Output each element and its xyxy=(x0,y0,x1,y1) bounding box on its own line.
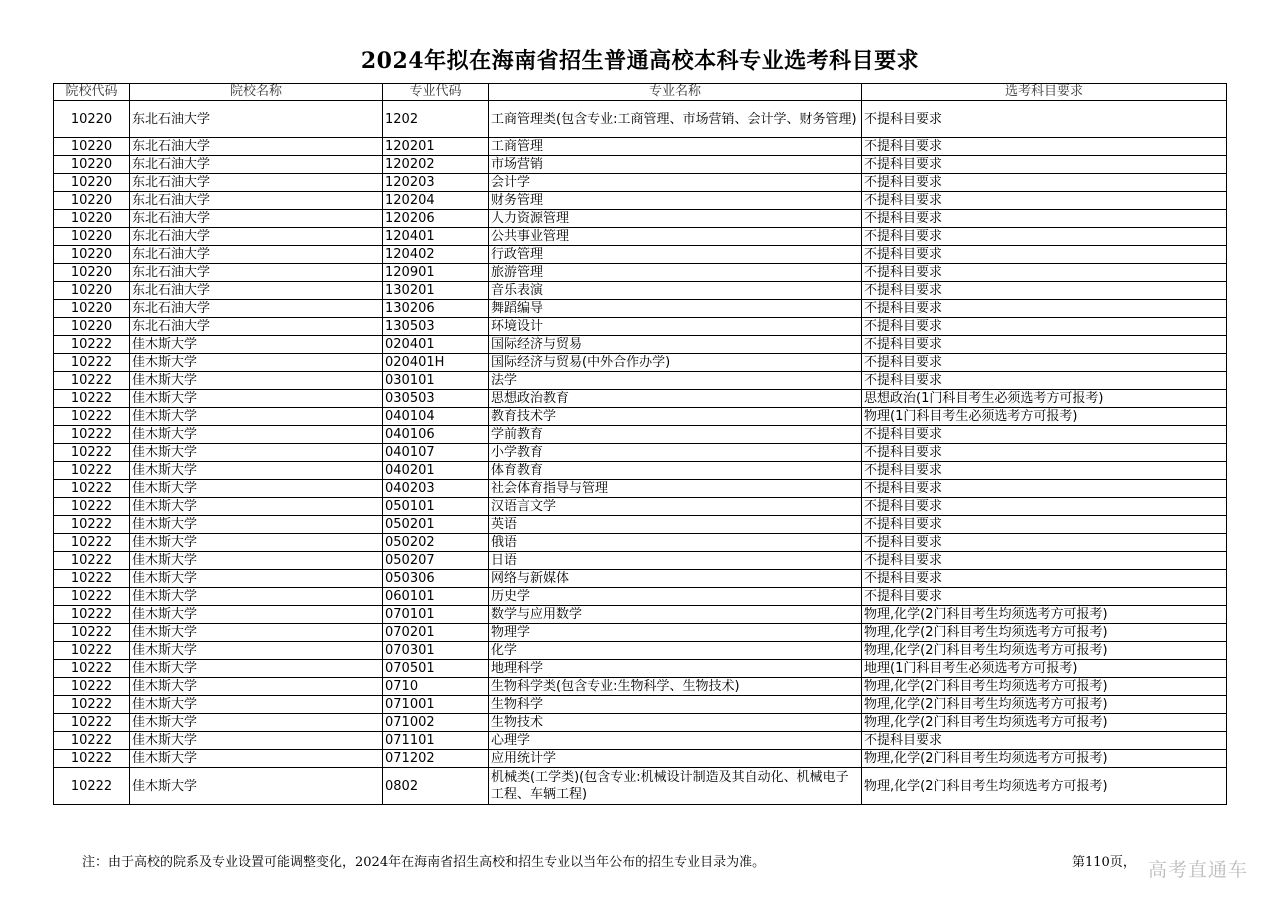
table-cell: 不提科目要求 xyxy=(862,246,1227,264)
table-cell: 10220 xyxy=(54,228,130,246)
table-cell: 环境设计 xyxy=(489,318,862,336)
table-cell: 物理,化学(2门科目考生均须选考方可报考) xyxy=(862,768,1227,805)
table-cell: 10222 xyxy=(54,588,130,606)
header-requirement: 选考科目要求 xyxy=(862,84,1227,101)
table-cell: 生物科学 xyxy=(489,696,862,714)
table-row xyxy=(54,606,1227,624)
table-cell: 020401 xyxy=(383,336,489,354)
table-cell: 佳木斯大学 xyxy=(130,750,383,768)
table-cell: 不提科目要求 xyxy=(862,318,1227,336)
table-cell: 佳木斯大学 xyxy=(130,660,383,678)
table-cell: 10220 xyxy=(54,246,130,264)
table-cell: 10222 xyxy=(54,768,130,805)
table-cell: 佳木斯大学 xyxy=(130,624,383,642)
table-cell: 10222 xyxy=(54,498,130,516)
table-cell: 地理科学 xyxy=(489,660,862,678)
table-cell: 佳木斯大学 xyxy=(130,552,383,570)
table-cell: 0802 xyxy=(383,768,489,805)
table-cell: 不提科目要求 xyxy=(862,570,1227,588)
table-cell: 120901 xyxy=(383,264,489,282)
table-cell: 不提科目要求 xyxy=(862,498,1227,516)
table-cell: 佳木斯大学 xyxy=(130,462,383,480)
table-cell: 机械类(工学类)(包含专业:机械设计制造及其自动化、机械电子工程、车辆工程) xyxy=(489,768,862,805)
table-cell: 10222 xyxy=(54,426,130,444)
table-cell: 会计学 xyxy=(489,174,862,192)
header-major-name: 专业名称 xyxy=(489,84,862,101)
table-cell: 050101 xyxy=(383,498,489,516)
table-row xyxy=(54,101,1227,138)
table-cell: 1202 xyxy=(383,101,489,138)
table-row xyxy=(54,318,1227,336)
page-number: 第110页， xyxy=(1072,855,1136,870)
table-row xyxy=(54,228,1227,246)
table-cell: 音乐表演 xyxy=(489,282,862,300)
watermark: 高考直通车 xyxy=(1148,859,1249,881)
table-row xyxy=(54,444,1227,462)
table-cell: 东北石油大学 xyxy=(130,156,383,174)
table-cell: 心理学 xyxy=(489,732,862,750)
header-school-name: 院校名称 xyxy=(130,84,383,101)
table-body xyxy=(54,101,1227,805)
table-cell: 行政管理 xyxy=(489,246,862,264)
table-cell: 社会体育指导与管理 xyxy=(489,480,862,498)
table-cell: 10222 xyxy=(54,570,130,588)
table-cell: 不提科目要求 xyxy=(862,516,1227,534)
table-cell: 佳木斯大学 xyxy=(130,444,383,462)
table-row xyxy=(54,210,1227,228)
table-cell: 地理(1门科目考生必须选考方可报考) xyxy=(862,660,1227,678)
table-row xyxy=(54,426,1227,444)
table-cell: 佳木斯大学 xyxy=(130,372,383,390)
table-cell: 不提科目要求 xyxy=(862,300,1227,318)
table-cell: 10222 xyxy=(54,660,130,678)
table-cell: 公共事业管理 xyxy=(489,228,862,246)
table-cell: 教育技术学 xyxy=(489,408,862,426)
table-row xyxy=(54,570,1227,588)
table-row xyxy=(54,552,1227,570)
header-school-code: 院校代码 xyxy=(54,84,130,101)
table-row xyxy=(54,660,1227,678)
table-cell: 思想政治(1门科目考生必须选考方可报考) xyxy=(862,390,1227,408)
table-cell: 物理,化学(2门科目考生均须选考方可报考) xyxy=(862,714,1227,732)
table-cell: 东北石油大学 xyxy=(130,264,383,282)
table-cell: 旅游管理 xyxy=(489,264,862,282)
table-cell: 120206 xyxy=(383,210,489,228)
table-row xyxy=(54,678,1227,696)
table-row xyxy=(54,192,1227,210)
table-cell: 佳木斯大学 xyxy=(130,570,383,588)
table-cell: 思想政治教育 xyxy=(489,390,862,408)
table-cell: 佳木斯大学 xyxy=(130,588,383,606)
table-cell: 10222 xyxy=(54,714,130,732)
table-cell: 生物技术 xyxy=(489,714,862,732)
table-cell: 10222 xyxy=(54,750,130,768)
table-cell: 东北石油大学 xyxy=(130,174,383,192)
table-cell: 030503 xyxy=(383,390,489,408)
table-cell: 东北石油大学 xyxy=(130,101,383,138)
table-cell: 10220 xyxy=(54,264,130,282)
table-cell: 10222 xyxy=(54,624,130,642)
table-row xyxy=(54,354,1227,372)
table-cell: 佳木斯大学 xyxy=(130,732,383,750)
table-row xyxy=(54,588,1227,606)
table-cell: 10222 xyxy=(54,534,130,552)
table-cell: 10222 xyxy=(54,696,130,714)
table-row xyxy=(54,264,1227,282)
table-cell: 小学教育 xyxy=(489,444,862,462)
table-cell: 070101 xyxy=(383,606,489,624)
table-cell: 国际经济与贸易 xyxy=(489,336,862,354)
table-cell: 10220 xyxy=(54,101,130,138)
table-cell: 不提科目要求 xyxy=(862,192,1227,210)
table-cell: 英语 xyxy=(489,516,862,534)
table-cell: 佳木斯大学 xyxy=(130,606,383,624)
table-cell: 佳木斯大学 xyxy=(130,336,383,354)
table-cell: 佳木斯大学 xyxy=(130,498,383,516)
table-row xyxy=(54,642,1227,660)
table-cell: 050207 xyxy=(383,552,489,570)
table-cell: 120201 xyxy=(383,138,489,156)
table-cell: 物理,化学(2门科目考生均须选考方可报考) xyxy=(862,750,1227,768)
table-cell: 应用统计学 xyxy=(489,750,862,768)
table-cell: 10222 xyxy=(54,732,130,750)
table-cell: 佳木斯大学 xyxy=(130,354,383,372)
table-cell: 佳木斯大学 xyxy=(130,426,383,444)
table-cell: 040104 xyxy=(383,408,489,426)
table-cell: 体育教育 xyxy=(489,462,862,480)
table-row xyxy=(54,624,1227,642)
table-cell: 不提科目要求 xyxy=(862,228,1227,246)
table-cell: 佳木斯大学 xyxy=(130,642,383,660)
table-cell: 物理,化学(2门科目考生均须选考方可报考) xyxy=(862,696,1227,714)
table-cell: 物理,化学(2门科目考生均须选考方可报考) xyxy=(862,678,1227,696)
table-row xyxy=(54,768,1227,805)
table-cell: 040201 xyxy=(383,462,489,480)
table-header-row xyxy=(54,84,1227,101)
header-major-code: 专业代码 xyxy=(383,84,489,101)
table-cell: 10222 xyxy=(54,390,130,408)
table-cell: 不提科目要求 xyxy=(862,444,1227,462)
table-cell: 10220 xyxy=(54,282,130,300)
table-cell: 10222 xyxy=(54,606,130,624)
table-cell: 071202 xyxy=(383,750,489,768)
table-cell: 10222 xyxy=(54,642,130,660)
table-cell: 人力资源管理 xyxy=(489,210,862,228)
table-row xyxy=(54,156,1227,174)
table-cell: 东北石油大学 xyxy=(130,210,383,228)
table-cell: 不提科目要求 xyxy=(862,264,1227,282)
table-row xyxy=(54,174,1227,192)
table-row xyxy=(54,462,1227,480)
table-cell: 不提科目要求 xyxy=(862,552,1227,570)
table-cell: 不提科目要求 xyxy=(862,354,1227,372)
table-cell: 060101 xyxy=(383,588,489,606)
table-row xyxy=(54,534,1227,552)
table-cell: 佳木斯大学 xyxy=(130,516,383,534)
table-cell: 东北石油大学 xyxy=(130,300,383,318)
table-cell: 10220 xyxy=(54,156,130,174)
table-cell: 040107 xyxy=(383,444,489,462)
table-cell: 物理学 xyxy=(489,624,862,642)
table-cell: 070201 xyxy=(383,624,489,642)
table-cell: 不提科目要求 xyxy=(862,588,1227,606)
table-cell: 10222 xyxy=(54,372,130,390)
table-cell: 120402 xyxy=(383,246,489,264)
table-cell: 佳木斯大学 xyxy=(130,480,383,498)
table-cell: 10222 xyxy=(54,462,130,480)
table-cell: 佳木斯大学 xyxy=(130,678,383,696)
table-cell: 070301 xyxy=(383,642,489,660)
table-cell: 不提科目要求 xyxy=(862,336,1227,354)
table-cell: 10220 xyxy=(54,138,130,156)
table-cell: 汉语言文学 xyxy=(489,498,862,516)
table-cell: 130503 xyxy=(383,318,489,336)
table-cell: 10222 xyxy=(54,516,130,534)
table-row xyxy=(54,732,1227,750)
table-cell: 120204 xyxy=(383,192,489,210)
table-row xyxy=(54,336,1227,354)
table-cell: 生物科学类(包含专业:生物科学、生物技术) xyxy=(489,678,862,696)
table-cell: 东北石油大学 xyxy=(130,282,383,300)
table-cell: 东北石油大学 xyxy=(130,318,383,336)
table-cell: 071101 xyxy=(383,732,489,750)
table-cell: 071001 xyxy=(383,696,489,714)
table-cell: 不提科目要求 xyxy=(862,156,1227,174)
table-row xyxy=(54,750,1227,768)
table-cell: 10222 xyxy=(54,480,130,498)
table-cell: 120203 xyxy=(383,174,489,192)
table-row xyxy=(54,138,1227,156)
table-cell: 不提科目要求 xyxy=(862,138,1227,156)
table-cell: 10222 xyxy=(54,678,130,696)
table-cell: 不提科目要求 xyxy=(862,732,1227,750)
table-cell: 020401H xyxy=(383,354,489,372)
table-cell: 10220 xyxy=(54,174,130,192)
table-cell: 10222 xyxy=(54,552,130,570)
table-cell: 130206 xyxy=(383,300,489,318)
table-cell: 东北石油大学 xyxy=(130,228,383,246)
table-row xyxy=(54,282,1227,300)
table-row xyxy=(54,246,1227,264)
table-cell: 舞蹈编导 xyxy=(489,300,862,318)
table-cell: 不提科目要求 xyxy=(862,372,1227,390)
table-cell: 070501 xyxy=(383,660,489,678)
table-cell: 物理,化学(2门科目考生均须选考方可报考) xyxy=(862,642,1227,660)
table-cell: 不提科目要求 xyxy=(862,282,1227,300)
table-cell: 040106 xyxy=(383,426,489,444)
table-cell: 不提科目要求 xyxy=(862,210,1227,228)
table-row xyxy=(54,372,1227,390)
table-row xyxy=(54,390,1227,408)
table-cell: 网络与新媒体 xyxy=(489,570,862,588)
table-cell: 物理,化学(2门科目考生均须选考方可报考) xyxy=(862,606,1227,624)
table-cell: 不提科目要求 xyxy=(862,174,1227,192)
footnote: 注：由于高校的院系及专业设置可能调整变化，2024年在海南省招生高校和招生专业以当年公布的招生专业目录为准。 xyxy=(82,855,766,870)
table-cell: 不提科目要求 xyxy=(862,426,1227,444)
table-cell: 财务管理 xyxy=(489,192,862,210)
table-cell: 化学 xyxy=(489,642,862,660)
requirements-table xyxy=(53,83,1227,805)
table-cell: 日语 xyxy=(489,552,862,570)
table-cell: 不提科目要求 xyxy=(862,534,1227,552)
table-cell: 不提科目要求 xyxy=(862,101,1227,138)
table-cell: 法学 xyxy=(489,372,862,390)
table-cell: 10222 xyxy=(54,444,130,462)
table-cell: 10222 xyxy=(54,354,130,372)
table-cell: 佳木斯大学 xyxy=(130,696,383,714)
table-cell: 市场营销 xyxy=(489,156,862,174)
table-cell: 040203 xyxy=(383,480,489,498)
table-row xyxy=(54,408,1227,426)
table-cell: 050201 xyxy=(383,516,489,534)
table-row xyxy=(54,480,1227,498)
table-row xyxy=(54,714,1227,732)
table-cell: 佳木斯大学 xyxy=(130,714,383,732)
table-cell: 数学与应用数学 xyxy=(489,606,862,624)
table-cell: 050202 xyxy=(383,534,489,552)
table-cell: 120401 xyxy=(383,228,489,246)
table-cell: 10222 xyxy=(54,408,130,426)
table-cell: 10220 xyxy=(54,300,130,318)
table-cell: 佳木斯大学 xyxy=(130,534,383,552)
table-cell: 学前教育 xyxy=(489,426,862,444)
table-cell: 10222 xyxy=(54,336,130,354)
table-cell: 不提科目要求 xyxy=(862,462,1227,480)
table-cell: 050306 xyxy=(383,570,489,588)
table-cell: 东北石油大学 xyxy=(130,138,383,156)
table-cell: 物理,化学(2门科目考生均须选考方可报考) xyxy=(862,624,1227,642)
table-cell: 俄语 xyxy=(489,534,862,552)
table-cell: 国际经济与贸易(中外合作办学) xyxy=(489,354,862,372)
table-row xyxy=(54,300,1227,318)
table-cell: 佳木斯大学 xyxy=(130,408,383,426)
table-cell: 不提科目要求 xyxy=(862,480,1227,498)
table-cell: 10220 xyxy=(54,210,130,228)
table-cell: 历史学 xyxy=(489,588,862,606)
table-cell: 工商管理类(包含专业:工商管理、市场营销、会计学、财务管理) xyxy=(489,101,862,138)
table-cell: 佳木斯大学 xyxy=(130,768,383,805)
table-cell: 030101 xyxy=(383,372,489,390)
table-cell: 0710 xyxy=(383,678,489,696)
table-cell: 物理(1门科目考生必须选考方可报考) xyxy=(862,408,1227,426)
table-cell: 130201 xyxy=(383,282,489,300)
table-cell: 工商管理 xyxy=(489,138,862,156)
table-cell: 东北石油大学 xyxy=(130,246,383,264)
table-row xyxy=(54,516,1227,534)
table-cell: 10220 xyxy=(54,192,130,210)
table-cell: 佳木斯大学 xyxy=(130,390,383,408)
table-row xyxy=(54,498,1227,516)
table-cell: 071002 xyxy=(383,714,489,732)
table-row xyxy=(54,696,1227,714)
page-title: 2024年拟在海南省招生普通高校本科专业选考科目要求 xyxy=(360,48,920,74)
table-cell: 10220 xyxy=(54,318,130,336)
table-cell: 东北石油大学 xyxy=(130,192,383,210)
table-cell: 120202 xyxy=(383,156,489,174)
